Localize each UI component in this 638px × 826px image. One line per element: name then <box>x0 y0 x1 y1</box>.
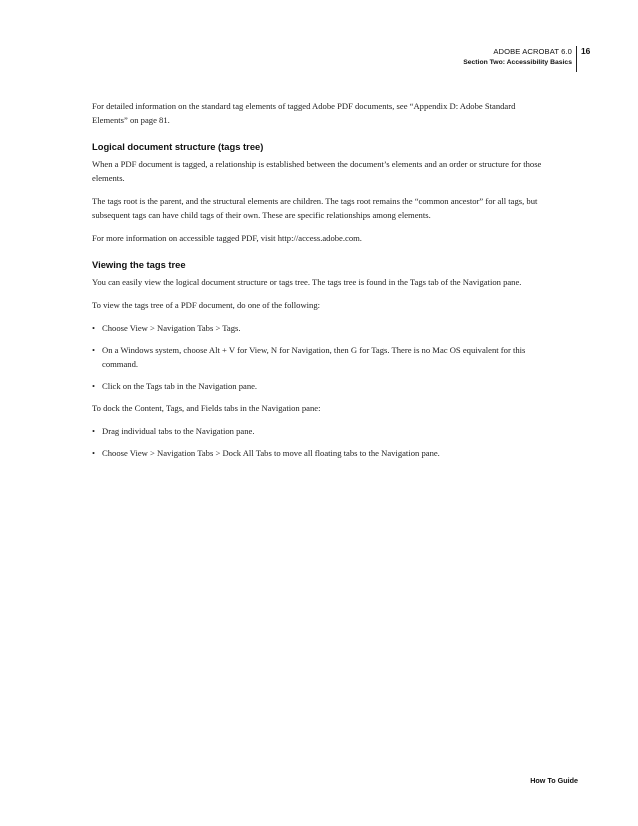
header-divider <box>576 46 577 72</box>
dock-tabs-list <box>92 424 552 460</box>
list-item: • On a Windows system, choose Alt + V for View, N for Navigation, then G for Tags. There is no Mac OS equivalent for this command. <box>92 343 552 371</box>
page-header <box>463 46 572 68</box>
body-paragraph: The tags root is the parent, and the structural elements are children. The tags root remains the “common ancestor” for all tags, but subsequent tags can have child tags of their own. These are specific relationships among elements. <box>92 196 538 220</box>
page-footer: How To Guide <box>530 776 578 785</box>
page-number: 16 <box>581 46 591 56</box>
body-paragraph: To view the tags tree of a PDF document, do one of the following: <box>92 300 321 310</box>
body-paragraph: To dock the Content, Tags, and Fields tabs in the Navigation pane: <box>92 403 321 413</box>
body-paragraph: When a PDF document is tagged, a relationship is established between the document’s elements and an order or structure for those elements. <box>92 159 542 183</box>
header-section: Section Two: Accessibility Basics <box>463 59 572 66</box>
list-item: • Choose View > Navigation Tabs > Dock All Tabs to move all floating tabs to the Navigation pane. <box>92 446 552 460</box>
header-product: ADOBE ACROBAT 6.0 <box>493 47 572 56</box>
list-item: • Choose View > Navigation Tabs > Tags. <box>92 321 552 335</box>
intro-paragraph: For detailed information on the standard tag elements of tagged Adobe PDF documents, see “Appendix D: Adobe Standard Elements” on page 81. <box>92 101 516 125</box>
section-heading-tags-tree: Logical document structure (tags tree) <box>92 141 264 152</box>
document-body <box>92 99 552 468</box>
body-paragraph: For more information on accessible tagged PDF, visit http://access.adobe.com. <box>92 233 362 243</box>
body-paragraph: You can easily view the logical document structure or tags tree. The tags tree is found in the Tags tab of the Navigation pane. <box>92 277 522 287</box>
view-tags-list <box>92 321 552 393</box>
list-item: • Click on the Tags tab in the Navigation pane. <box>92 379 552 393</box>
list-item: • Drag individual tabs to the Navigation pane. <box>92 424 552 438</box>
section-heading-viewing-tags-tree: Viewing the tags tree <box>92 259 186 270</box>
